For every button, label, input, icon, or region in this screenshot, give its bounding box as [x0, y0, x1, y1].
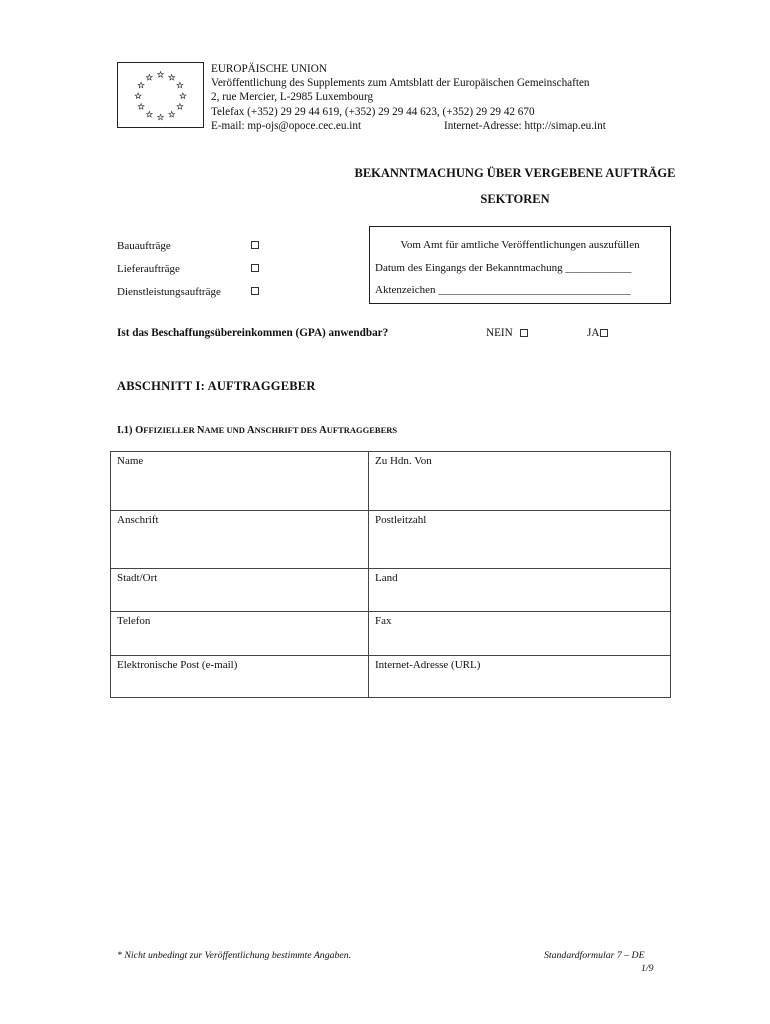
country-field[interactable]: Land — [369, 569, 671, 612]
gpa-yes-checkbox[interactable] — [600, 329, 608, 337]
publisher-internet: Internet-Adresse: http://simap.eu.int — [444, 119, 606, 132]
contract-type-label: Lieferaufträge — [117, 263, 180, 275]
gpa-question: Ist das Beschaffungsübereinkommen (GPA) anwendbar? — [117, 327, 389, 339]
address-field[interactable]: Anschrift — [111, 511, 369, 569]
publisher-address: 2, rue Mercier, L-2985 Luxembourg — [211, 91, 374, 104]
document-title: BEKANNTMACHUNG ÜBER VERGEBENE AUFTRÄGE — [354, 166, 676, 180]
office-use-box — [369, 226, 671, 304]
reference-number-field[interactable]: Aktenzeichen ___________________________________ — [375, 284, 631, 296]
star-icon — [177, 82, 183, 88]
gpa-no-checkbox[interactable] — [520, 329, 528, 337]
receipt-date-field[interactable]: Datum des Eingangs der Bekanntmachung ____________ — [375, 262, 632, 274]
star-icon — [169, 74, 175, 80]
publisher-line: Veröffentlichung des Supplements zum Amtsblatt der Europäischen Gemeinschaften — [211, 77, 590, 90]
publisher-telefax: Telefax (+352) 29 29 44 619, (+352) 29 29 44 623, (+352) 29 29 42 670 — [211, 105, 535, 118]
star-icon — [177, 104, 183, 110]
star-icon — [158, 114, 164, 120]
star-icon — [169, 111, 175, 117]
publisher-header — [211, 62, 606, 133]
office-use-heading: Vom Amt für amtliche Veröffentlichungen auszufüllen — [400, 239, 640, 251]
gpa-no-label: NEIN — [486, 327, 513, 339]
email-field[interactable]: Elektronische Post (e-mail) — [111, 656, 369, 698]
eu-stars-icon — [118, 63, 203, 127]
gpa-yes-option[interactable] — [587, 327, 608, 339]
footer-page-number: 1/9 — [641, 963, 654, 974]
telephone-field[interactable]: Telefon — [111, 612, 369, 656]
table-row — [111, 511, 671, 569]
footer-form-id: Standardformular 7 – DE — [544, 950, 645, 961]
lieferauftraege-checkbox[interactable] — [251, 264, 259, 272]
attention-field[interactable]: Zu Hdn. Von — [369, 452, 671, 511]
gpa-yes-label: JA — [587, 327, 600, 339]
subsection-word: N — [196, 425, 205, 436]
table-row — [111, 452, 671, 511]
footer-note: * Nicht unbedingt zur Veröffentlichung bestimmte Angaben. — [117, 950, 352, 961]
contracting-entity-table — [110, 451, 671, 698]
publisher-org: EUROPÄISCHE UNION — [211, 63, 327, 75]
postcode-field[interactable]: Postleitzahl — [369, 511, 671, 569]
star-icon — [180, 93, 186, 99]
star-icon — [138, 82, 144, 88]
table-row — [111, 569, 671, 612]
bauauftraege-checkbox[interactable] — [251, 241, 259, 249]
subsection-word: UFTRAGGEBERS — [326, 425, 398, 435]
url-field[interactable]: Internet-Adresse (URL) — [369, 656, 671, 698]
subsection-heading — [117, 425, 397, 436]
star-icon — [146, 74, 152, 80]
subsection-word: FFIZIELLER — [143, 425, 197, 435]
table-row — [111, 612, 671, 656]
contract-type-label: Dienstleistungsaufträge — [117, 286, 221, 298]
eu-logo — [117, 62, 204, 128]
fax-field[interactable]: Fax — [369, 612, 671, 656]
dienstleistungsauftraege-checkbox[interactable] — [251, 287, 259, 295]
section-heading: ABSCHNITT I: AUFTRAGGEBER — [117, 379, 316, 393]
subsection-word: O — [135, 425, 144, 436]
star-icon — [135, 93, 141, 99]
subsection-word: A — [246, 425, 255, 436]
star-icon — [146, 111, 152, 117]
subsection-word: A — [319, 425, 327, 436]
star-icon — [158, 72, 164, 78]
document-subtitle: SEKTOREN — [480, 192, 550, 206]
city-field[interactable]: Stadt/Ort — [111, 569, 369, 612]
subsection-word: NSCHRIFT DES — [254, 425, 320, 435]
gpa-no-option[interactable] — [486, 327, 528, 339]
table-row — [111, 656, 671, 698]
publisher-email: E-mail: mp-ojs@opoce.cec.eu.int — [211, 119, 362, 132]
star-icon — [138, 104, 144, 110]
contract-type-label: Bauaufträge — [117, 240, 171, 252]
subsection-word: AME UND — [204, 425, 247, 435]
subsection-number: I.1) — [117, 425, 136, 436]
name-field[interactable]: Name — [111, 452, 369, 511]
